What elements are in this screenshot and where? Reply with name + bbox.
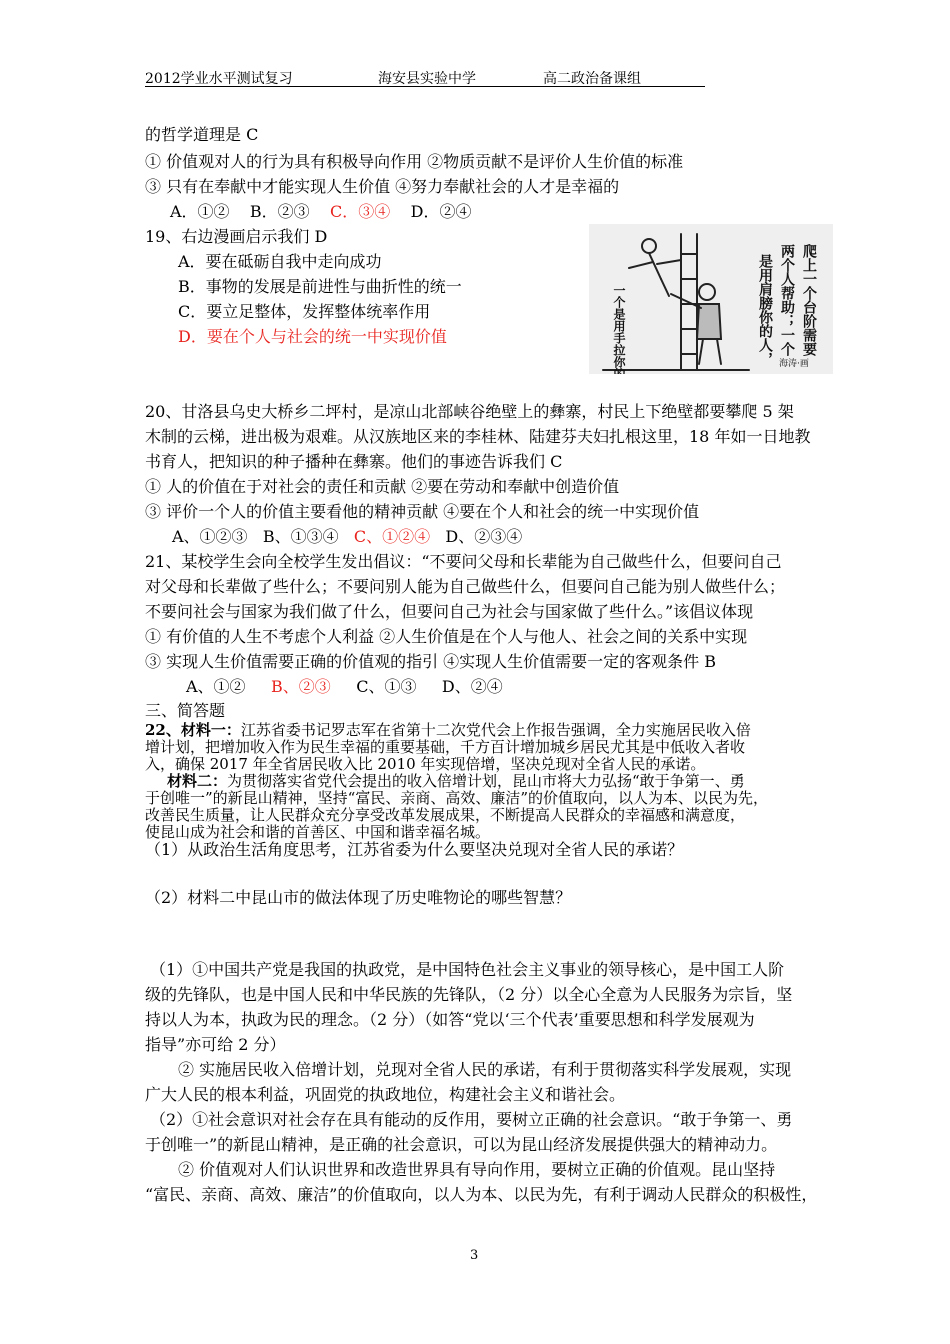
q22-material2-line-2: 于创唯一”的新昆山精神，坚持“富民、亲商、高效、廉洁”的价值取向，以人为本、以民为先， — [145, 789, 769, 807]
cartoon-text-mid2: 是用肩膀你的人， — [757, 254, 773, 366]
answer2-line-3: ② 价值观对人们认识世界和改造世界具有导向作用，要树立正确的价值观。昆山坚持 — [178, 1160, 776, 1179]
q21-choice-d: D、②④ — [441, 677, 503, 696]
page-header — [145, 68, 705, 87]
q18-choice-a: A．①② — [170, 202, 230, 221]
q22-material2-line-3: 改善民生质量，让人民群众充分享受改革发展成果，不断提高人民群众的幸福感和满意度， — [145, 806, 746, 824]
answer2-line-4: “富民、亲商、高效、廉洁”的价值取向，以人为本、以民为先，有利于调动人民群众的积极性， — [145, 1185, 818, 1204]
answer1-line-2: 级的先锋队，也是中国人民和中华民族的先锋队，（2 分）以全心全意为人民服务为宗旨，坚 — [145, 985, 793, 1004]
q20-choice-c: C、①②④ — [353, 527, 431, 546]
q22-material2-line-4: 使昆山成为社会和谐的首善区、中国和谐幸福名城。 — [145, 823, 491, 841]
q22-material1-text: 江苏省委书记罗志军在省第十二次党代会上作报告强调，全力实施居民收入倍 — [240, 721, 751, 739]
q21-choice-b: B、②③ — [271, 677, 331, 696]
q20-line-3: 书育人，把知识的种子播种在彝寨。他们的事迹告诉我们 C — [145, 452, 563, 471]
q20-line-2: 木制的云梯，进出极为艰难。从汉族地区来的李桂林、陆建芬夫妇扎根这里，18 年如一日地教 — [145, 427, 811, 446]
q22-material1-line-1 — [145, 722, 751, 739]
q20-choice-b: B、①③④ — [262, 527, 339, 546]
q18-choice-c: C．③④ — [330, 202, 391, 221]
q19-option-d: D．要在个人与社会的统一中实现价值 — [178, 327, 447, 346]
q20-line-1: 20、甘洛县乌史大桥乡二坪村，是凉山北部峡谷绝壁上的彝寨，村民上下绝壁都要攀爬 5 架 — [145, 402, 794, 421]
page-number: 3 — [470, 1248, 479, 1263]
q20-choice-d: D、②③④ — [445, 527, 523, 546]
cartoon-text-right: 爬上一个台阶需要 — [801, 244, 817, 356]
q21-choices — [186, 677, 503, 697]
q20-choices — [172, 527, 522, 547]
q18-choices — [170, 202, 471, 222]
q20-line-5: ③ 评价一个人的价值主要看他的精神贡献 ④要在个人和社会的统一中实现价值 — [145, 502, 700, 521]
cartoon-text-left: 一个是用手拉你的人 — [612, 284, 626, 374]
header-right: 高二政治备课组 — [543, 71, 641, 87]
q18-choice-d: D．②④ — [410, 202, 472, 221]
header-left: 2012学业水平测试复习 — [145, 71, 293, 87]
q21-choice-a: A、①② — [186, 677, 246, 696]
answer2-line-1: （2）①社会意识对社会存在具有能动的反作用，要树立正确的社会意识。“敢于争第一、勇 — [150, 1110, 793, 1129]
cartoon-text-mid1: 两个人帮助；一个 — [779, 244, 795, 356]
q21-line-3: 不要问社会与国家为我们做了什么，但要问自己为社会与国家做了些什么。”该倡议体现 — [145, 602, 754, 621]
answer1-line-1: （1）①中国共产党是我国的执政党，是中国特色社会主义事业的领导核心，是中国工人阶 — [150, 960, 785, 979]
answer1-line-3: 持以人为本，执政为民的理念。（2 分）（如答“党以‘三个代表’重要思想和科学发展观为 — [145, 1010, 755, 1029]
q22-material1-label: 22、材料一： — [145, 721, 241, 739]
q21-line-4: ① 有价值的人生不考虑个人利益 ②人生价值是在个人与他人、社会之间的关系中实现 — [145, 627, 748, 646]
q19-option-b: B．事物的发展是前进性与曲折性的统一 — [178, 277, 462, 296]
cartoon-drawing — [589, 224, 833, 374]
q22-question-2: （2）材料二中昆山市的做法体现了历史唯物论的哪些智慧？ — [145, 888, 572, 907]
answer1-line-4: 指导”亦可给 2 分） — [145, 1035, 286, 1054]
q21-line-5: ③ 实现人生价值需要正确的价值观的指引 ④实现人生价值需要一定的客观条件 B — [145, 652, 717, 671]
q22-material2-line-1 — [167, 773, 745, 790]
q22-material1-line-3: 入，确保 2017 年全省居民收入比 2010 年实现倍增，坚决兑现对全省人民的承诺。 — [145, 755, 706, 773]
q22-material2-label: 材料二： — [167, 772, 228, 790]
q21-choice-c: C、①③ — [356, 677, 417, 696]
q18-stem-end: 的哲学道理是 C — [145, 125, 259, 144]
q20-line-4: ① 人的价值在于对社会的责任和贡献 ②要在劳动和奉献中创造价值 — [145, 477, 620, 496]
section-heading: 三、简答题 — [145, 701, 226, 720]
q18-option-line-2: ③ 只有在奉献中才能实现人生价值 ④努力奉献社会的人才是幸福的 — [145, 177, 620, 196]
q18-option-line-1: ① 价值观对人的行为具有积极导向作用 ②物质贡献不是评价人生价值的标准 — [145, 152, 684, 171]
q19-option-a: A．要在砥砺自我中走向成功 — [178, 252, 382, 271]
q22-material2-text: 为贯彻落实省党代会提出的收入倍增计划，昆山市将大力弘扬“敢于争第一、勇 — [227, 772, 745, 790]
q21-line-1: 21、某校学生会向全校学生发出倡议：“不要问父母和长辈能为自己做些什么，但要问自己 — [145, 552, 782, 571]
q19-option-c: C．要立足整体，发挥整体统率作用 — [178, 302, 431, 321]
cartoon-image — [589, 224, 833, 374]
cartoon-signature: 海涛·画 — [779, 359, 809, 369]
answer2-line-2: 于创唯一”的新昆山精神，是正确的社会意识，可以为昆山经济发展提供强大的精神动力。 — [145, 1135, 778, 1154]
header-center: 海安县实验中学 — [378, 71, 476, 87]
q22-material1-line-2: 增计划，把增加收入作为民生幸福的重要基础，千方百计增加城乡居民尤其是中低收入者收 — [145, 738, 746, 756]
q21-line-2: 对父母和长辈做了些什么；不要问别人能为自己做些什么，但要问自己能为别人做些什么； — [145, 577, 786, 596]
q22-question-1: （1）从政治生活角度思考，江苏省委为什么要坚决兑现对全省人民的承诺？ — [145, 840, 684, 859]
q20-choice-a: A、①②③ — [172, 527, 248, 546]
answer1-line-6: 广大人民的根本利益，巩固党的执政地位，构建社会主义和谐社会。 — [145, 1085, 626, 1104]
q19-stem: 19、右边漫画启示我们 D — [145, 227, 328, 246]
q18-choice-b: B．②③ — [249, 202, 310, 221]
answer1-line-5: ② 实施居民收入倍增计划，兑现对全省人民的承诺，有利于贯彻落实科学发展观，实现 — [178, 1060, 792, 1079]
